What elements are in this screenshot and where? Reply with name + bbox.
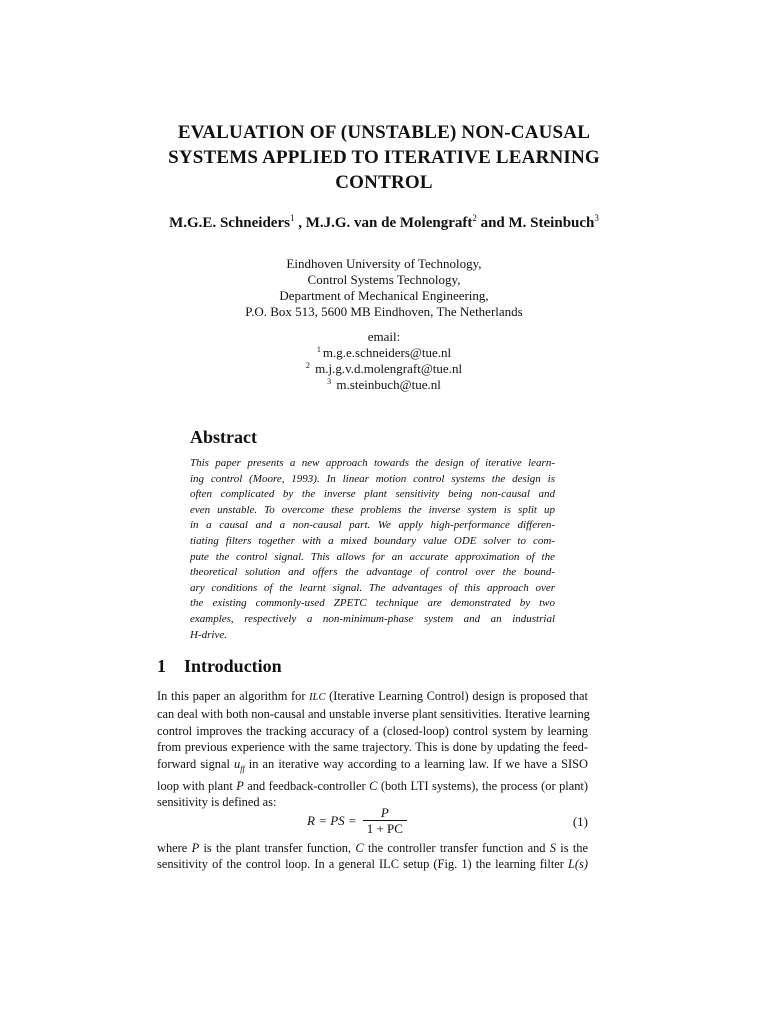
paragraph-line — [157, 840, 588, 856]
author-name: and M. Steinbuch — [476, 215, 595, 231]
abstract-body — [190, 456, 555, 643]
email-address: m.steinbuch@tue.nl — [336, 377, 441, 392]
email-superscript: 3 — [327, 376, 332, 386]
section-heading-introduction — [157, 654, 282, 678]
text-run: loop with plant — [157, 778, 237, 793]
math-symbol: P — [236, 778, 244, 793]
affiliation-line: Eindhoven University of Technology, — [286, 256, 482, 271]
abstract-line: often complicated by the inverse plant sensitivity being non-causal and — [190, 488, 555, 501]
email-address: m.j.g.v.d.molengraft@tue.nl — [315, 361, 463, 376]
author-superscript: 1 — [289, 213, 295, 223]
paragraph-line — [157, 856, 588, 872]
affiliation-line: Control Systems Technology, — [307, 272, 461, 287]
abstract-line: ary conditions of the learnt signal. The advantages of this approach over — [190, 581, 555, 594]
author-name: M.G.E. Schneiders — [169, 215, 290, 231]
math-symbol: C — [355, 841, 364, 855]
text-run: In this paper an algorithm for — [157, 689, 310, 703]
abstract-line: even unstable. To overcome these problems the inverse system is split up — [190, 503, 555, 516]
text-run: is the — [555, 841, 588, 855]
email-label: email: — [367, 329, 401, 344]
text-run: forward signal — [157, 756, 235, 771]
abstract-line: pute the control signal. This allows for an accurate approximation of the — [190, 550, 555, 563]
email-address: m.g.e.schneiders@tue.nl — [322, 345, 452, 360]
email-entry — [200, 345, 568, 361]
text-run: the controller transfer function and — [363, 841, 550, 855]
abstract-line: the existing commonly-used ZPETC technique are demonstrated by two — [190, 597, 555, 610]
author-superscript: 2 — [472, 213, 477, 223]
math-symbol: S — [549, 841, 556, 855]
section-number: 1 — [157, 656, 166, 676]
abstract-line: in a causal and a non-causal part. We apply high-performance differen- — [190, 519, 555, 532]
equation-body — [307, 806, 407, 836]
abstract-line: This paper presents a new approach towards the design of iterative learn- — [190, 457, 555, 469]
title-line: SYSTEMS APPLIED TO ITERATIVE LEARNING — [168, 147, 600, 168]
email-superscript: 1 — [316, 344, 321, 354]
author-name: , M.J.G. van de Molengraft — [294, 215, 473, 231]
section-title: Introduction — [184, 656, 282, 676]
title-line: EVALUATION OF (UNSTABLE) NON-CAUSAL — [177, 122, 591, 143]
abstract-line: theoretical solution and offers the advantage of control over the bound- — [190, 566, 555, 579]
email-entry — [200, 377, 568, 393]
intro-paragraph — [157, 840, 588, 873]
abstract-line: tiating filters together with a mixed boundary value ODE solver to com- — [190, 534, 555, 547]
email-superscript: 2 — [305, 360, 310, 370]
text-run: in an iterative way according to a learning law. If we have a SISO — [244, 756, 588, 771]
paper-title — [100, 120, 668, 195]
text-run: sensitivity of the control loop. In a general ILC setup (Fig. 1) the learning filter — [157, 857, 569, 872]
abstract-line: ing control (Moore, 1993). In linear motion control systems the design is — [190, 472, 555, 485]
affiliation-line: P.O. Box 513, 5600 MB Eindhoven, The Netherlands — [245, 304, 523, 319]
paragraph-line — [157, 688, 588, 706]
email-block — [200, 329, 568, 393]
abstract-heading: Abstract — [190, 427, 257, 447]
equation-number: (1) — [572, 814, 588, 829]
abstract-line: H-drive. — [190, 628, 227, 641]
email-entry — [200, 361, 568, 377]
ilc-abbreviation: ILC — [309, 692, 326, 703]
equation-lhs: R = PS = — [307, 813, 357, 828]
math-symbol: P — [191, 841, 200, 855]
author-list — [60, 213, 708, 233]
text-run: is the plant transfer function, — [199, 841, 356, 855]
math-symbol: u — [234, 756, 241, 771]
fraction-numerator: P — [380, 805, 389, 820]
paragraph-line — [157, 778, 588, 794]
abstract-line: examples, respectively a non-minimum-phase system and an industrial — [190, 612, 555, 625]
author-superscript: 3 — [594, 213, 599, 223]
math-symbol: L(s) — [568, 857, 588, 872]
paragraph-line — [157, 756, 588, 778]
math-subscript: ff — [240, 764, 245, 774]
fraction-denominator: 1 + PC — [363, 820, 407, 836]
intro-paragraph — [157, 688, 588, 810]
equation-fraction — [363, 806, 407, 836]
paragraph-line: sensitivity is defined as: — [157, 794, 277, 809]
math-symbol: C — [369, 778, 378, 793]
title-line: CONTROL — [335, 172, 433, 193]
text-run: (Iterative Learning Control) design is proposed that — [325, 689, 588, 703]
text-run: where — [157, 841, 192, 855]
paragraph-line: can deal with both non-causal and unstable inverse plant sensitivities. Iterative learning — [157, 707, 590, 722]
text-run: (both LTI systems), the process (or plant) — [377, 778, 588, 793]
affiliation — [120, 256, 648, 320]
equation-1 — [157, 802, 588, 838]
affiliation-line: Department of Mechanical Engineering, — [279, 288, 489, 303]
text-run: and feedback-controller — [243, 778, 370, 793]
paragraph-line: from previous experience with the same trajectory. This is done by updating the feed- — [157, 740, 588, 755]
paragraph-line: control improves the tracking accuracy of a (closed-loop) control system by learning — [157, 723, 588, 738]
